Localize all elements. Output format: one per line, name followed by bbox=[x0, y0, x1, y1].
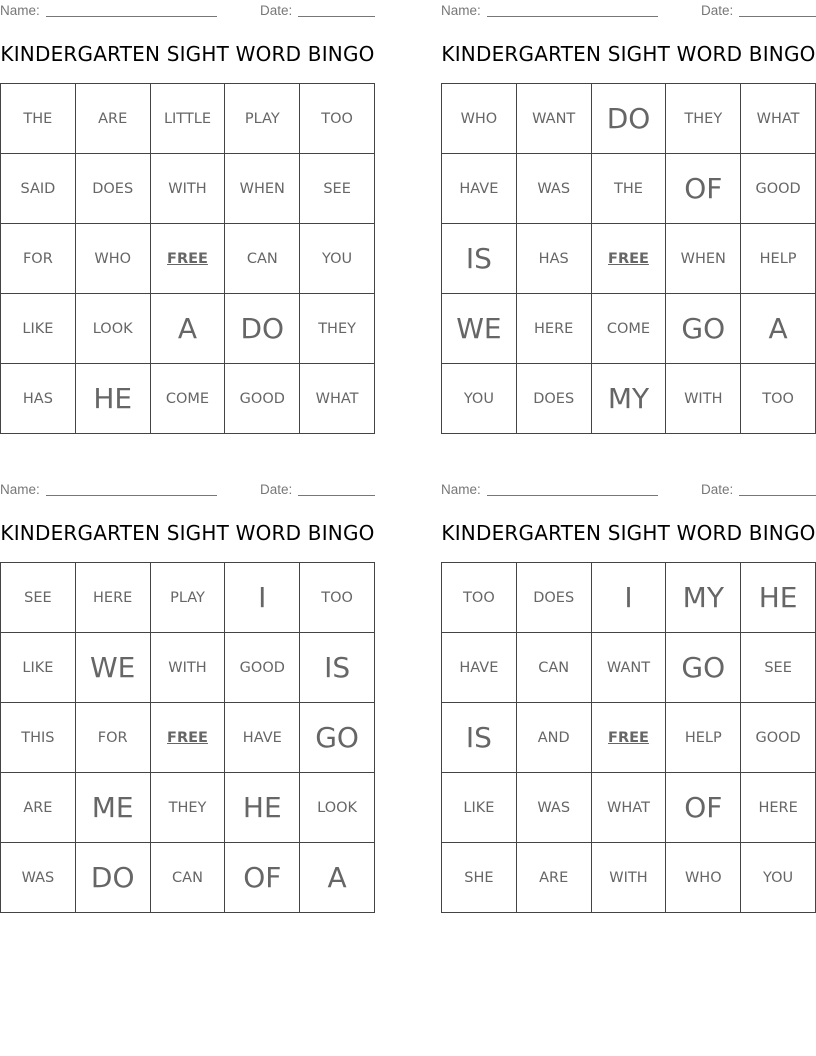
name-blank-line bbox=[487, 16, 658, 17]
bingo-cell: HAVE bbox=[225, 703, 300, 773]
bingo-cell: OF bbox=[666, 773, 741, 843]
bingo-cell: GOOD bbox=[741, 703, 816, 773]
bingo-cell: I bbox=[592, 563, 667, 633]
bingo-cell: WHEN bbox=[666, 224, 741, 294]
date-blank-line bbox=[298, 495, 375, 496]
bingo-cell: HELP bbox=[741, 224, 816, 294]
bingo-cell: HE bbox=[225, 773, 300, 843]
bingo-cell: CAN bbox=[151, 843, 226, 913]
bingo-cell: YOU bbox=[442, 364, 517, 434]
card-title: KINDERGARTEN SIGHT WORD BINGO bbox=[441, 521, 816, 545]
bingo-cell: ME bbox=[76, 773, 151, 843]
bingo-cell: HE bbox=[76, 364, 151, 434]
bingo-cell: WITH bbox=[151, 154, 226, 224]
bingo-cell: TOO bbox=[442, 563, 517, 633]
bingo-card-2 bbox=[441, 0, 816, 440]
bingo-cell: DO bbox=[225, 294, 300, 364]
bingo-cell: GO bbox=[300, 703, 375, 773]
bingo-cell: TOO bbox=[741, 364, 816, 434]
bingo-cell: WHO bbox=[666, 843, 741, 913]
bingo-cell: LITTLE bbox=[151, 84, 226, 154]
bingo-cell: GOOD bbox=[225, 633, 300, 703]
name-label: Name: bbox=[441, 482, 481, 497]
bingo-cell: A bbox=[151, 294, 226, 364]
name-blank-line bbox=[46, 16, 217, 17]
bingo-cell: THEY bbox=[151, 773, 226, 843]
bingo-cell: WHO bbox=[442, 84, 517, 154]
card-title: KINDERGARTEN SIGHT WORD BINGO bbox=[0, 42, 375, 66]
bingo-cell: IS bbox=[442, 703, 517, 773]
bingo-cell: SEE bbox=[1, 563, 76, 633]
date-blank-line bbox=[739, 16, 816, 17]
bingo-cell: FOR bbox=[76, 703, 151, 773]
bingo-cell: I bbox=[225, 563, 300, 633]
bingo-cell: LIKE bbox=[1, 633, 76, 703]
bingo-cell: IS bbox=[300, 633, 375, 703]
bingo-cell: THEY bbox=[300, 294, 375, 364]
bingo-cell: GO bbox=[666, 294, 741, 364]
bingo-cell: OF bbox=[666, 154, 741, 224]
bingo-cell: THIS bbox=[1, 703, 76, 773]
name-blank-line bbox=[46, 495, 217, 496]
name-label: Name: bbox=[0, 3, 40, 18]
bingo-cell: HERE bbox=[517, 294, 592, 364]
date-label: Date: bbox=[260, 3, 293, 18]
date-label: Date: bbox=[260, 482, 293, 497]
bingo-card-1 bbox=[0, 0, 375, 440]
bingo-cell: WE bbox=[76, 633, 151, 703]
bingo-cell: ARE bbox=[76, 84, 151, 154]
bingo-cell: WHAT bbox=[300, 364, 375, 434]
bingo-cell: WHAT bbox=[592, 773, 667, 843]
bingo-grid bbox=[441, 562, 816, 913]
name-date-row bbox=[441, 482, 816, 498]
bingo-cell: SAID bbox=[1, 154, 76, 224]
name-label: Name: bbox=[0, 482, 40, 497]
bingo-cell: MY bbox=[666, 563, 741, 633]
bingo-grid bbox=[441, 83, 816, 434]
name-date-row bbox=[441, 3, 816, 19]
bingo-cell: TOO bbox=[300, 563, 375, 633]
date-blank-line bbox=[298, 16, 375, 17]
bingo-cell: THEY bbox=[666, 84, 741, 154]
bingo-cell: LOOK bbox=[300, 773, 375, 843]
bingo-cell: CAN bbox=[225, 224, 300, 294]
bingo-cell: MY bbox=[592, 364, 667, 434]
bingo-grid bbox=[0, 562, 375, 913]
date-label: Date: bbox=[701, 3, 734, 18]
free-space-cell: FREE bbox=[592, 224, 667, 294]
bingo-cell: AND bbox=[517, 703, 592, 773]
bingo-cell: GOOD bbox=[741, 154, 816, 224]
bingo-cell: YOU bbox=[741, 843, 816, 913]
bingo-cell: COME bbox=[151, 364, 226, 434]
bingo-cell: WAS bbox=[517, 154, 592, 224]
bingo-cell: FOR bbox=[1, 224, 76, 294]
bingo-cell: THE bbox=[1, 84, 76, 154]
bingo-cell: WHAT bbox=[741, 84, 816, 154]
bingo-cell: THE bbox=[592, 154, 667, 224]
bingo-card-4 bbox=[441, 479, 816, 919]
bingo-cell: LIKE bbox=[1, 294, 76, 364]
bingo-cell: HERE bbox=[741, 773, 816, 843]
date-blank-line bbox=[739, 495, 816, 496]
bingo-cell: ARE bbox=[1, 773, 76, 843]
bingo-cell: WITH bbox=[592, 843, 667, 913]
bingo-cell: COME bbox=[592, 294, 667, 364]
bingo-cell: HAVE bbox=[442, 633, 517, 703]
bingo-cell: A bbox=[741, 294, 816, 364]
card-title: KINDERGARTEN SIGHT WORD BINGO bbox=[0, 521, 375, 545]
bingo-cell: CAN bbox=[517, 633, 592, 703]
bingo-cell: HAVE bbox=[442, 154, 517, 224]
bingo-cell: LIKE bbox=[442, 773, 517, 843]
bingo-cell: PLAY bbox=[151, 563, 226, 633]
bingo-cell: PLAY bbox=[225, 84, 300, 154]
name-label: Name: bbox=[441, 3, 481, 18]
bingo-cell: ARE bbox=[517, 843, 592, 913]
name-blank-line bbox=[487, 495, 658, 496]
bingo-cell: WHEN bbox=[225, 154, 300, 224]
free-space-cell: FREE bbox=[151, 224, 226, 294]
bingo-cell: HELP bbox=[666, 703, 741, 773]
bingo-cell: HE bbox=[741, 563, 816, 633]
bingo-cell: DOES bbox=[76, 154, 151, 224]
bingo-cell: DOES bbox=[517, 563, 592, 633]
bingo-card-3 bbox=[0, 479, 375, 919]
bingo-grid bbox=[0, 83, 375, 434]
bingo-cell: SHE bbox=[442, 843, 517, 913]
bingo-cell: WE bbox=[442, 294, 517, 364]
bingo-cell: HAS bbox=[1, 364, 76, 434]
bingo-cell: WANT bbox=[592, 633, 667, 703]
card-title: KINDERGARTEN SIGHT WORD BINGO bbox=[441, 42, 816, 66]
bingo-cell: HAS bbox=[517, 224, 592, 294]
date-label: Date: bbox=[701, 482, 734, 497]
bingo-cell: WAS bbox=[1, 843, 76, 913]
bingo-cell: GO bbox=[666, 633, 741, 703]
bingo-cell: A bbox=[300, 843, 375, 913]
name-date-row bbox=[0, 3, 375, 19]
bingo-cell: WITH bbox=[151, 633, 226, 703]
bingo-cell: IS bbox=[442, 224, 517, 294]
bingo-cell: WAS bbox=[517, 773, 592, 843]
bingo-cell: SEE bbox=[741, 633, 816, 703]
bingo-cell: YOU bbox=[300, 224, 375, 294]
bingo-cell: TOO bbox=[300, 84, 375, 154]
bingo-cell: GOOD bbox=[225, 364, 300, 434]
free-space-cell: FREE bbox=[151, 703, 226, 773]
bingo-cell: LOOK bbox=[76, 294, 151, 364]
bingo-cell: WHO bbox=[76, 224, 151, 294]
bingo-cell: DO bbox=[76, 843, 151, 913]
bingo-cell: DO bbox=[592, 84, 667, 154]
name-date-row bbox=[0, 482, 375, 498]
bingo-cell: WITH bbox=[666, 364, 741, 434]
bingo-cell: DOES bbox=[517, 364, 592, 434]
bingo-cell: HERE bbox=[76, 563, 151, 633]
free-space-cell: FREE bbox=[592, 703, 667, 773]
bingo-cell: SEE bbox=[300, 154, 375, 224]
bingo-cell: WANT bbox=[517, 84, 592, 154]
bingo-cell: OF bbox=[225, 843, 300, 913]
